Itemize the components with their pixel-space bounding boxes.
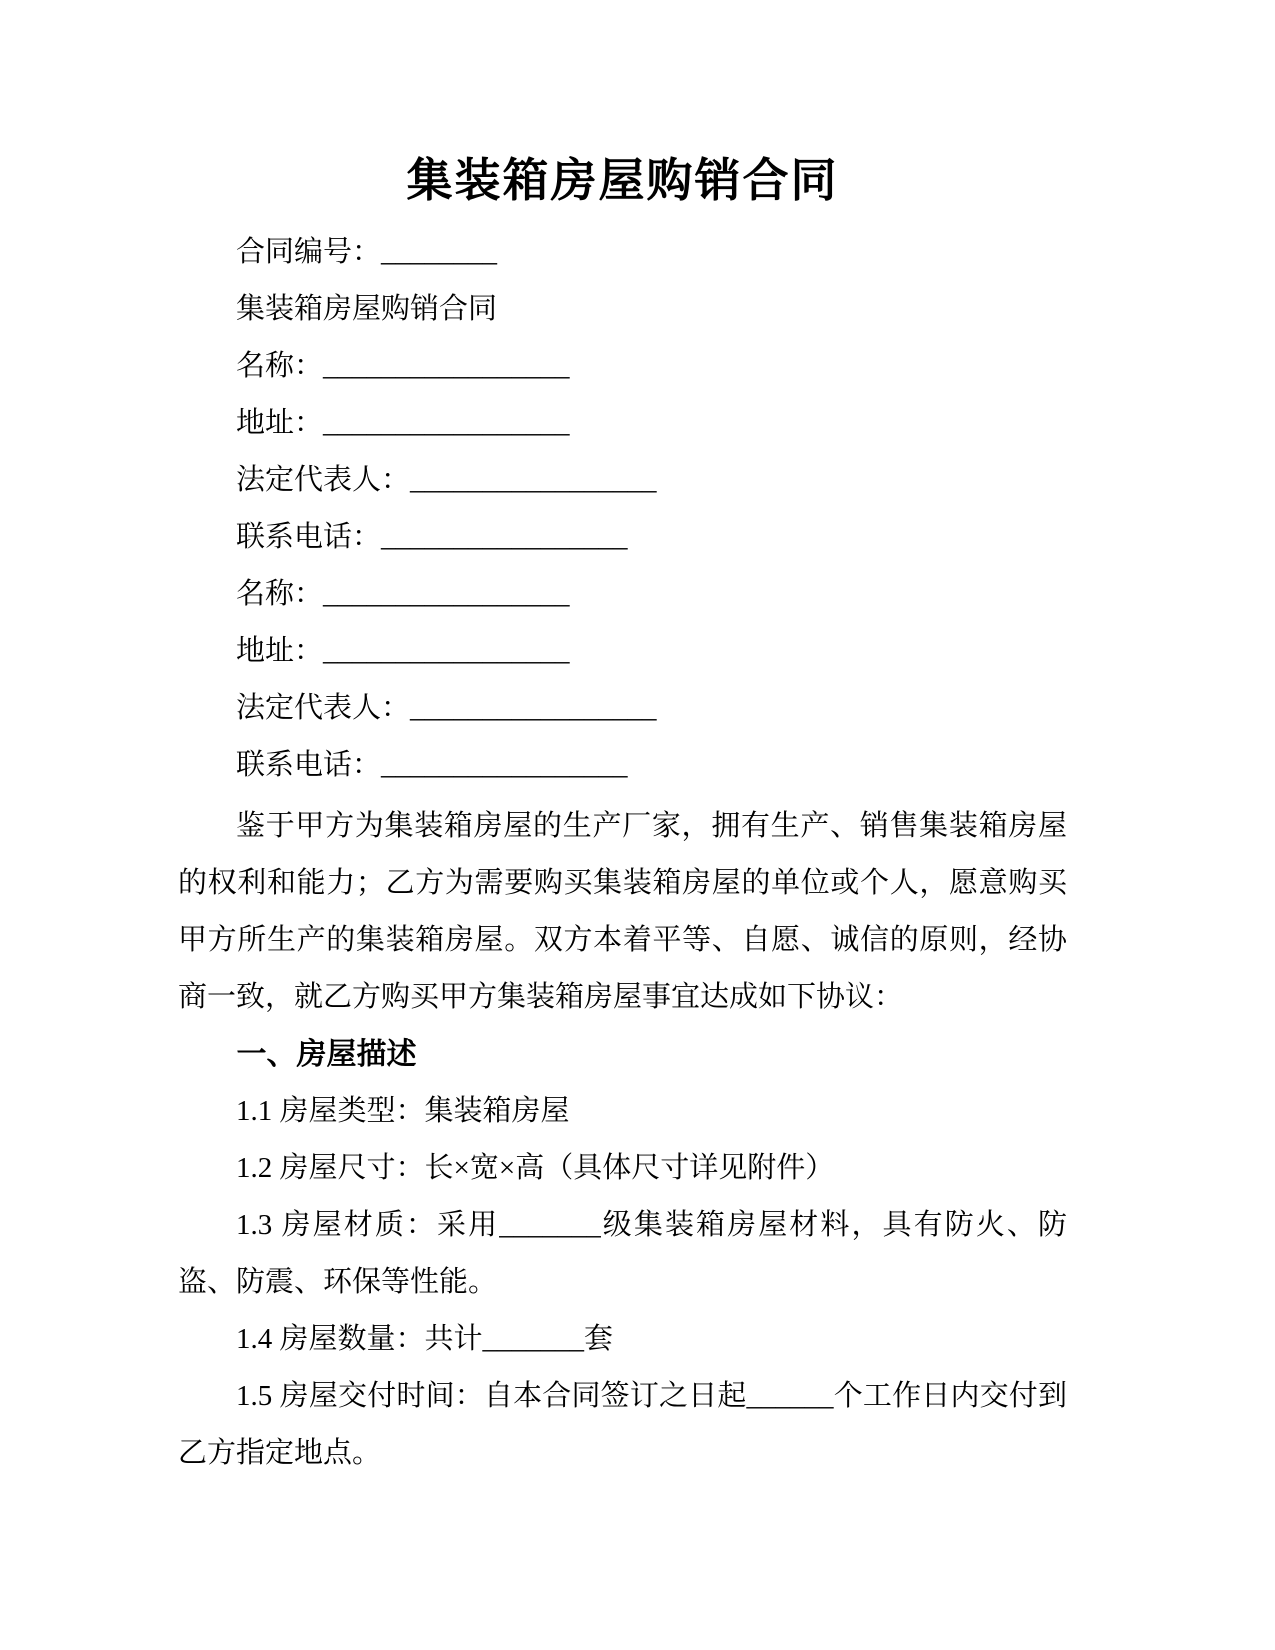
clause-1-5: 1.5 房屋交付时间：自本合同签订之日起______个工作日内交付到乙方指定地点。 [178,1380,1067,1469]
party-b-name-blank: _________________ [323,578,570,610]
document-title: 集装箱房屋购销合同 [406,155,839,206]
header-fields [178,224,1067,794]
party-b-name-label: 名称： [236,578,324,610]
clause-1-4: 1.4 房屋数量：共计_______套 [236,1323,614,1355]
party-a-name-label: 名称： [236,350,324,382]
party-a-address-field [178,395,1067,452]
party-b-phone-field [178,737,1067,794]
clause-1-1: 1.1 房屋类型：集装箱房屋 [236,1095,570,1127]
party-b-address-label: 地址： [236,635,324,667]
party-b-legal-rep-blank: _________________ [410,692,657,724]
party-b-phone-blank: _________________ [381,749,628,781]
party-a-address-label: 地址： [236,407,324,439]
contract-number-field [178,224,1067,281]
contract-number-blank: ________ [381,236,498,268]
contract-subtitle-label: 集装箱房屋购销合同 [236,293,498,325]
preamble-paragraph: 鉴于甲方为集装箱房屋的生产厂家，拥有生产、销售集装箱房屋的权利和能力；乙方为需要购买集装箱房屋的单位或个人，愿意购买甲方所生产的集装箱房屋。双方本着平等、自愿、诚信的原则，经协商一致，就乙方购买甲方集装箱房屋事宜达成如下协议： [178,810,1067,1013]
section-1-heading: 一、房屋描述 [236,1038,417,1071]
party-a-phone-label: 联系电话： [236,521,382,553]
clause-1-3: 1.3 房屋材质：采用_______级集装箱房屋材料，具有防火、防盗、防震、环保等性能。 [178,1209,1067,1298]
party-b-phone-label: 联系电话： [236,749,382,781]
party-b-address-blank: _________________ [323,635,570,667]
party-a-legal-rep-blank: _________________ [410,464,657,496]
party-a-legal-rep-label: 法定代表人： [236,464,411,496]
party-b-legal-rep-label: 法定代表人： [236,692,411,724]
party-a-address-blank: _________________ [323,407,570,439]
party-a-legal-rep-field [178,452,1067,509]
party-a-name-field [178,338,1067,395]
contract-subtitle [178,281,1067,338]
party-b-address-field [178,623,1067,680]
party-a-phone-blank: _________________ [381,521,628,553]
contract-number-label: 合同编号： [236,236,382,268]
party-a-name-blank: _________________ [323,350,570,382]
party-b-legal-rep-field [178,680,1067,737]
party-a-phone-field [178,509,1067,566]
clause-1-2: 1.2 房屋尺寸：长×宽×高（具体尺寸详见附件） [236,1152,835,1184]
party-b-name-field [178,566,1067,623]
